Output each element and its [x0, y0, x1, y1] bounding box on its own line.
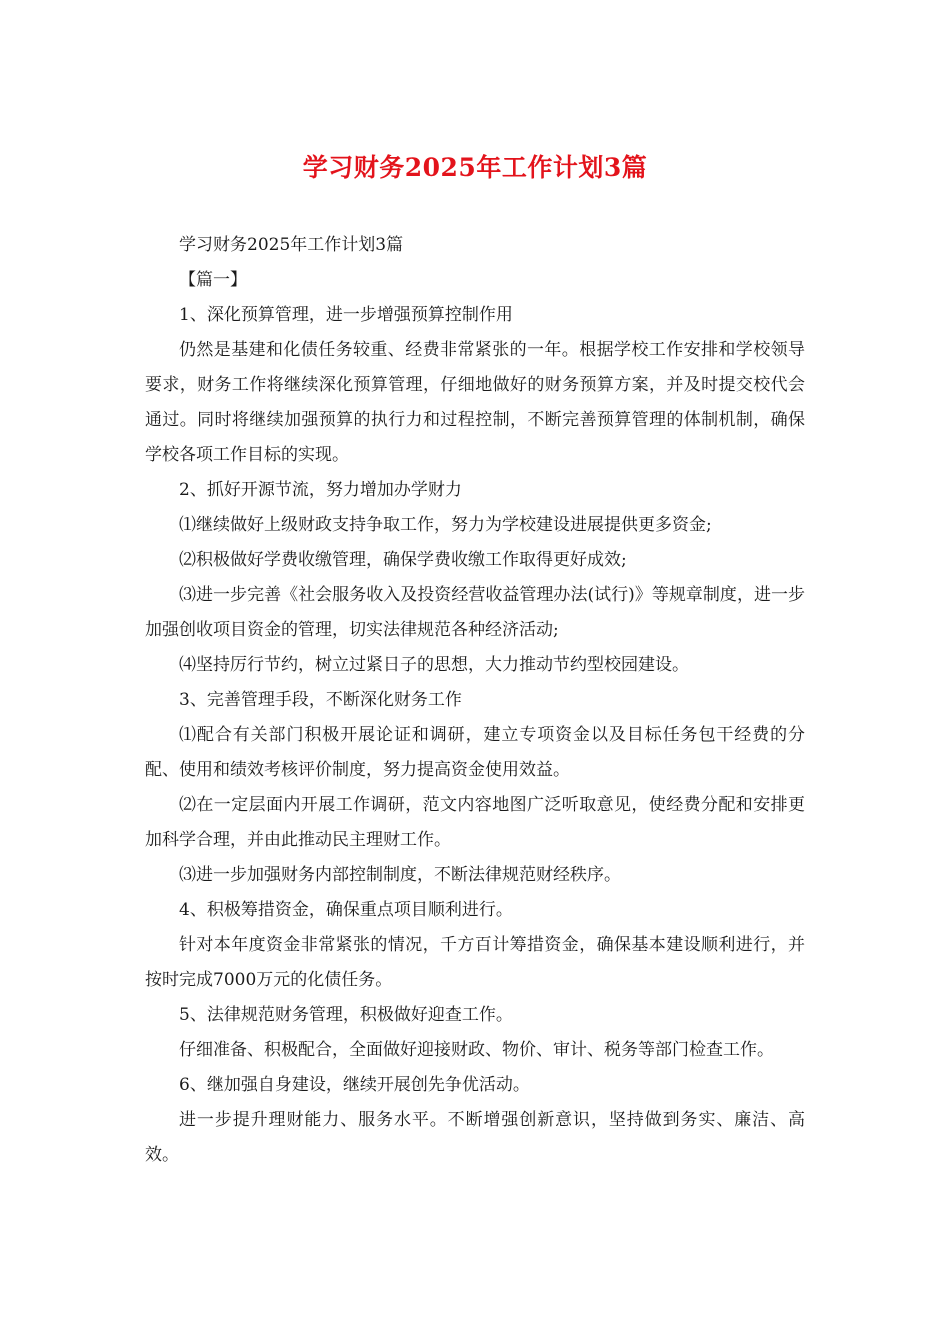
document-title: 学习财务2025年工作计划3篇	[302, 153, 648, 182]
paragraph-heading-2: 2、抓好开源节流，努力增加办学财力	[179, 480, 462, 500]
paragraph-subtitle: 学习财务2025年工作计划3篇	[179, 235, 404, 255]
paragraph-heading-5: 5、法律规范财务管理，积极做好迎查工作。	[179, 1005, 513, 1025]
paragraph-heading-1: 1、深化预算管理，进一步增强预算控制作用	[179, 305, 513, 325]
paragraph-body: 仔细准备、积极配合，全面做好迎接财政、物价、审计、税务等部门检查工作。	[179, 1040, 774, 1060]
paragraph-body: 仍然是基建和化债任务较重、经费非常紧张的一年。根据学校工作安排和学校领导要求，财务工作将继续深化预算管理，仔细地做好的财务预算方案，并及时提交校代会通过。同时将继续加强预算的执行力和过程控制，不断完善预算管理的体制机制，确保学校各项工作目标的实现。	[145, 340, 805, 465]
paragraph-heading-4: 4、积极筹措资金，确保重点项目顺利进行。	[179, 900, 513, 920]
paragraph-item: ⑴继续做好上级财政支持争取工作，努力为学校建设进展提供更多资金;	[179, 515, 712, 535]
paragraph-item: ⑷坚持厉行节约，树立过紧日子的思想，大力推动节约型校园建设。	[179, 655, 689, 675]
paragraph-heading-3: 3、完善管理手段，不断深化财务工作	[179, 690, 462, 710]
paragraph-body: 进一步提升理财能力、服务水平。不断增强创新意识，坚持做到务实、廉洁、高效。	[145, 1110, 805, 1165]
paragraph-heading-6: 6、继加强自身建设，继续开展创先争优活动。	[179, 1075, 530, 1095]
document-body	[145, 228, 805, 1173]
paragraph-item: ⑴配合有关部门积极开展论证和调研，建立专项资金以及目标任务包干经费的分配、使用和绩效考核评价制度，努力提高资金使用效益。	[145, 725, 805, 780]
paragraph-item: ⑶进一步完善《社会服务收入及投资经营收益管理办法(试行)》等规章制度，进一步加强创收项目资金的管理，切实法律规范各种经济活动;	[145, 585, 805, 640]
paragraph-item: ⑵在一定层面内开展工作调研，范文内容地图广泛听取意见，使经费分配和安排更加科学合理，并由此推动民主理财工作。	[145, 795, 805, 850]
paragraph-item: ⑶进一步加强财务内部控制制度，不断法律规范财经秩序。	[179, 865, 621, 885]
paragraph-section-label: 【篇一】	[179, 270, 247, 290]
paragraph-body: 针对本年度资金非常紧张的情况，千方百计筹措资金，确保基本建设顺利进行，并按时完成7000万元的化债任务。	[145, 935, 805, 990]
paragraph-item: ⑵积极做好学费收缴管理，确保学费收缴工作取得更好成效;	[179, 550, 627, 570]
